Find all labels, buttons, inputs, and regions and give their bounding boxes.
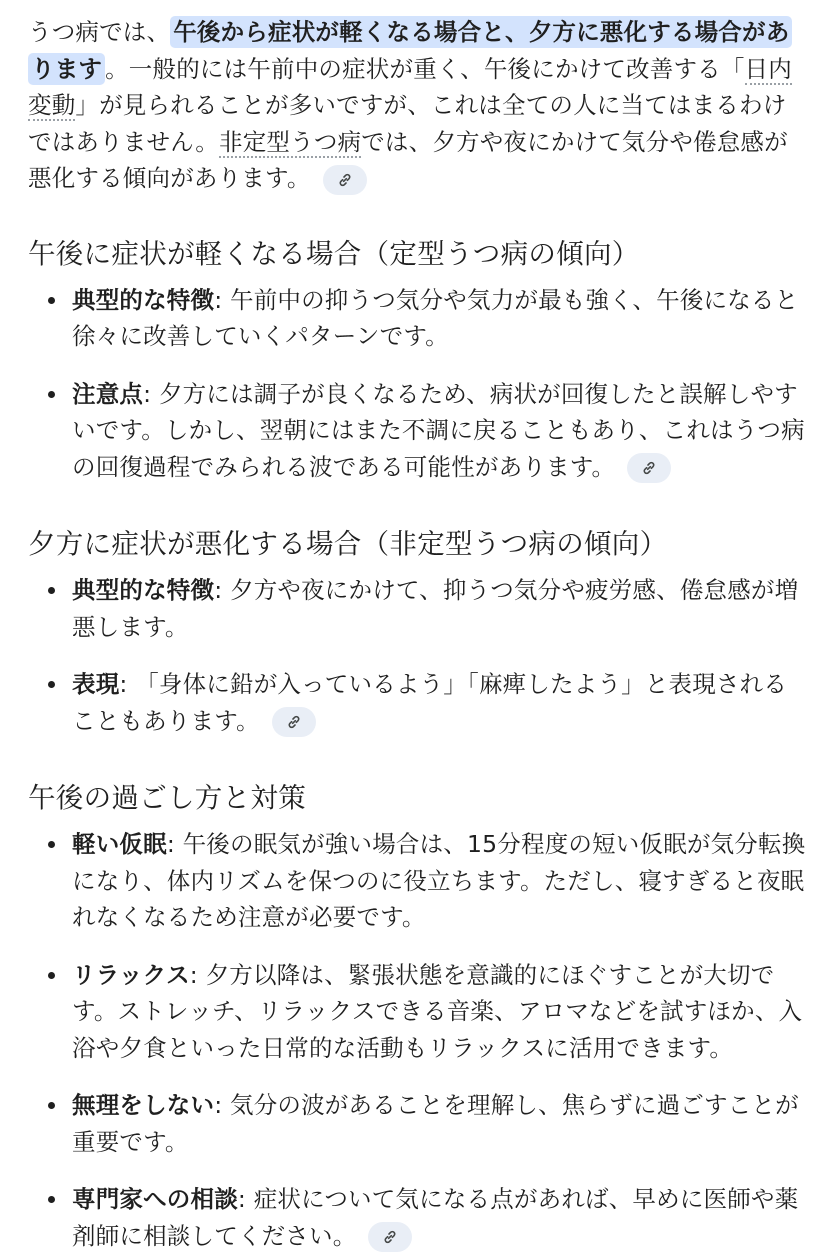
bullet-list xyxy=(28,282,806,486)
bullet-list xyxy=(28,826,806,1254)
intro-paragraph xyxy=(28,0,806,197)
source-link-button[interactable] xyxy=(323,165,367,195)
list-item xyxy=(72,666,806,739)
item-label: 典型的な特徴 xyxy=(72,285,215,314)
item-text: : 午前中の抑うつ気分や気力が最も強く、午後になると徐々に改善していくパターンです。 xyxy=(72,285,799,350)
intro-text-2: 」が見られることが多いですが、これは全ての人に当てはまるわけではありません。 xyxy=(28,91,787,156)
section-heading: 午後の過ごし方と対策 xyxy=(28,782,306,814)
item-label: 無理をしない xyxy=(72,1091,215,1119)
bullet-list xyxy=(28,572,806,739)
term-link-nichinai-hendou[interactable]: 日内変動 xyxy=(28,54,792,119)
list-item xyxy=(72,826,806,936)
list-item xyxy=(72,957,806,1067)
source-link-button[interactable] xyxy=(368,1222,412,1252)
link-icon xyxy=(382,1229,398,1245)
item-label: リラックス xyxy=(72,960,190,989)
link-icon xyxy=(337,172,353,188)
intro-tail: では、夕方や夜にかけて気分や倦怠感が悪化する傾向があります。 xyxy=(28,127,788,192)
item-text: : 症状について気になる点があれば、早めに医師や薬剤師に相談してください。 xyxy=(72,1185,799,1250)
section-heading: 夕方に症状が悪化する場合（非定型うつ病の傾向） xyxy=(28,528,668,560)
item-text: : 午後の眠気が強い場合は、15分程度の短い仮眠が気分転換になり、体内リズムを保つのに役立ちます。ただし、寝すぎると夜眠れなくなるため注意が必要です。 xyxy=(72,830,806,931)
item-label: 典型的な特徴 xyxy=(72,576,215,604)
link-icon xyxy=(641,460,657,476)
item-text: : 夕方や夜にかけて、抑うつ気分や疲労感、倦怠感が増悪します。 xyxy=(72,576,799,641)
item-text: : 夕方には調子が良くなるため、病状が回復したと誤解しやすいです。しかし、翌朝にはまた不調に戻ることもあり、これはうつ病の回復過程でみられる波である可能性があります。 xyxy=(72,379,805,481)
link-icon xyxy=(286,714,302,730)
list-item xyxy=(72,376,806,486)
item-text: : 夕方以降は、緊張状態を意識的にほぐすことが大切です。ストレッチ、リラックスできる音楽、アロマなどを試すほか、入浴や夕食といった日常的な活動もリラックスに活用できます。 xyxy=(72,960,803,1062)
list-item xyxy=(72,572,806,645)
item-text: : 気分の波があることを理解し、焦らずに過ごすことが重要です。 xyxy=(72,1091,799,1156)
list-item xyxy=(72,282,806,355)
item-label: 表現 xyxy=(72,670,120,698)
highlighted-text: 午後から症状が軽くなる場合と、夕方に悪化する場合があります xyxy=(28,16,792,85)
item-label: 軽い仮眠 xyxy=(72,830,167,858)
section-heading: 午後に症状が軽くなる場合（定型うつ病の傾向） xyxy=(28,237,640,270)
list-item xyxy=(72,1181,806,1254)
term-link-hiteikei-utsubyou[interactable]: 非定型うつ病 xyxy=(219,127,362,156)
item-text: : 「身体に鉛が入っているよう」「麻痺したよう」と表現されることもあります。 xyxy=(72,670,788,735)
intro-text: 。一般的には午前中の症状が重く、午後にかけて改善する「 xyxy=(105,54,745,83)
source-link-button[interactable] xyxy=(627,453,671,483)
list-item xyxy=(72,1087,806,1160)
source-link-button[interactable] xyxy=(272,707,316,737)
item-label: 注意点 xyxy=(72,379,144,408)
intro-lead: うつ病では、 xyxy=(28,18,171,46)
item-label: 専門家への相談 xyxy=(72,1185,238,1213)
